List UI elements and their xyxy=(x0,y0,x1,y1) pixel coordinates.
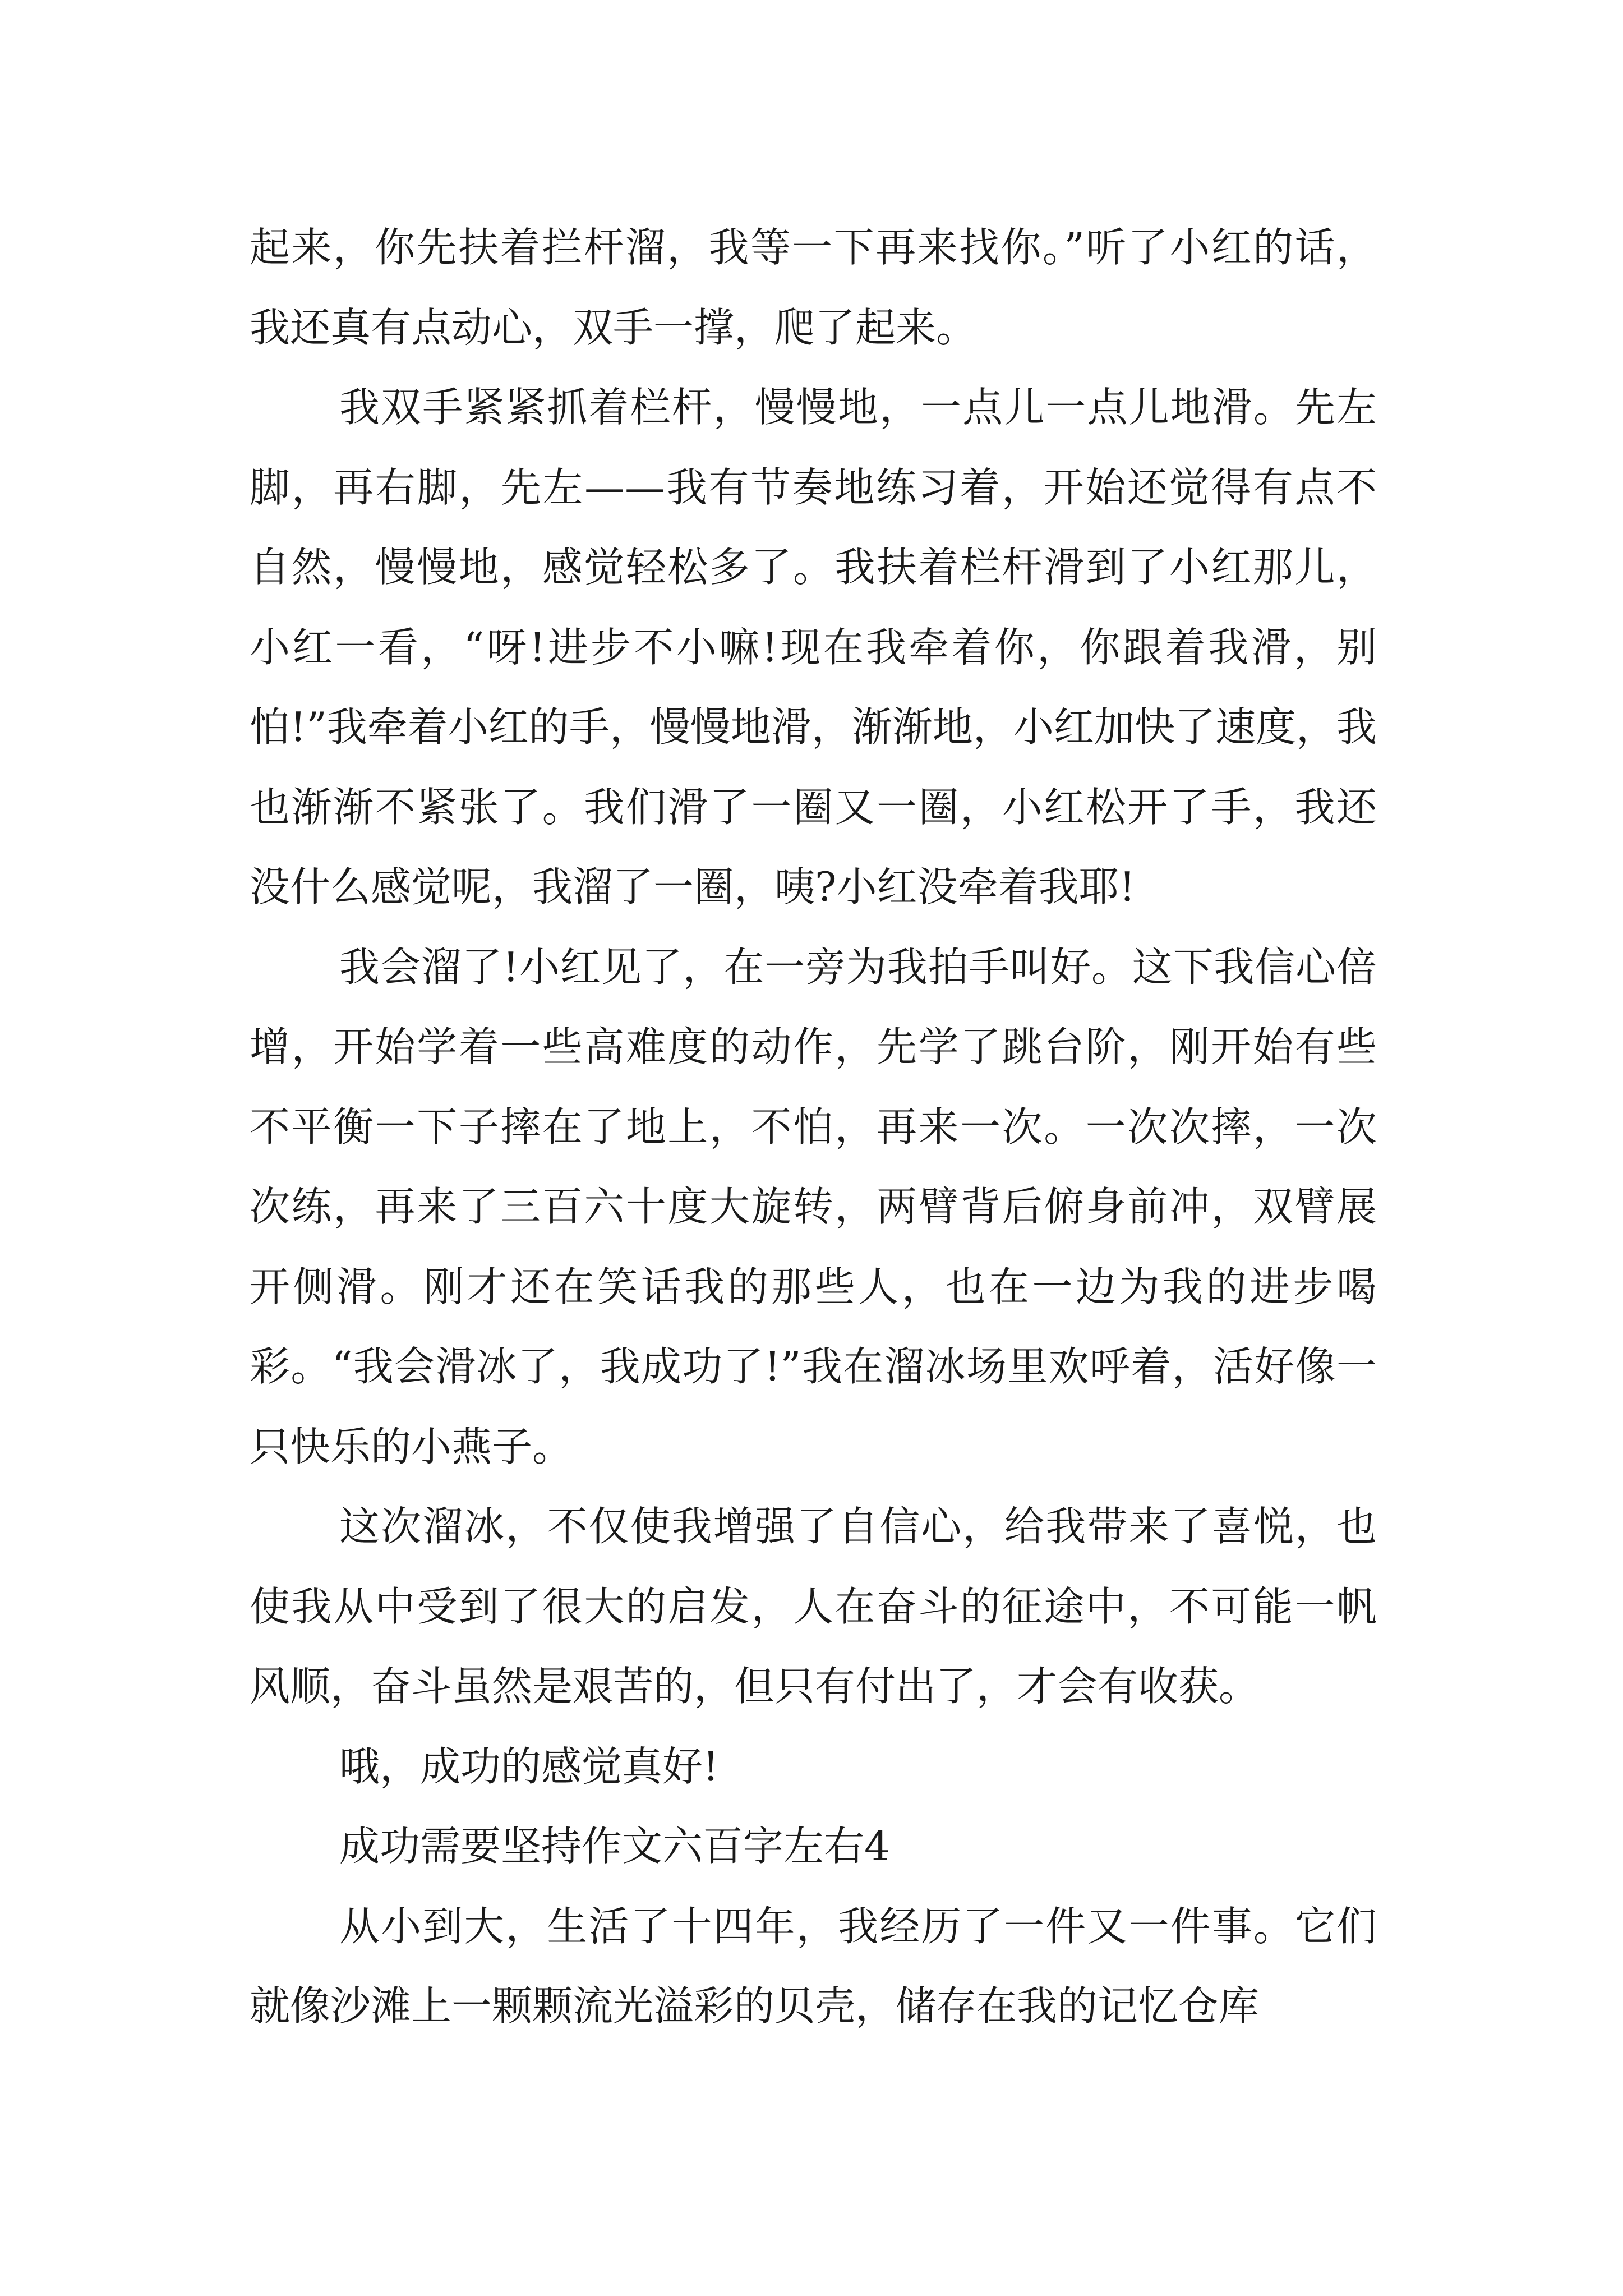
paragraph-6: 从小到大，生活了十四年，我经历了一件又一件事。它们就像沙滩上一颗颗流光溢彩的贝壳，储存在我的记忆仓库 xyxy=(250,1902,1377,2030)
paragraph-3: 我会溜了!小红见了，在一旁为我拍手叫好。这下我信心倍增，开始学着一些高难度的动作，先学了跳台阶，刚开始有些不平衡一下子摔在了地上，不怕，再来一次。一次次摔，一次次练，再来了三百六十度大旋转，两臂背后俯身前冲，双臂展开侧滑。刚才还在笑话我的那些人，也在一边为我的进步喝彩。“我会滑冰了，我成功了!”我在溜冰场里欢呼着，活好像一只快乐的小燕子。 xyxy=(250,943,1377,1470)
section-heading: 成功需要坚持作文六百字左右4 xyxy=(339,1823,890,1870)
paragraph-5: 哦，成功的感觉真好! xyxy=(339,1742,719,1790)
paragraph-2: 我双手紧紧抓着栏杆，慢慢地，一点儿一点儿地滑。先左脚，再右脚，先左——我有节奏地练习着，开始还觉得有点不自然，慢慢地，感觉轻松多了。我扶着栏杆滑到了小红那儿，小红一看，“呀!进步不小嘛!现在我牵着你，你跟着我滑，别怕!”我牵着小红的手，慢慢地滑，渐渐地，小红加快了速度，我也渐渐不紧张了。我们滑了一圈又一圈，小红松开了手，我还没什么感觉呢，我溜了一圈，咦?小红没牵着我耶! xyxy=(250,384,1377,910)
document-body xyxy=(250,208,1377,2046)
paragraph-4: 这次溜冰，不仅使我增强了自信心，给我带来了喜悦，也使我从中受到了很大的启发，人在奋斗的征途中，不可能一帆风顺，奋斗虽然是艰苦的，但只有付出了，才会有收获。 xyxy=(250,1503,1377,1710)
paragraph-1: 起来，你先扶着拦杆溜，我等一下再来找你。”听了小红的话，我还真有点动心，双手一撑，爬了起来。 xyxy=(250,224,1377,351)
